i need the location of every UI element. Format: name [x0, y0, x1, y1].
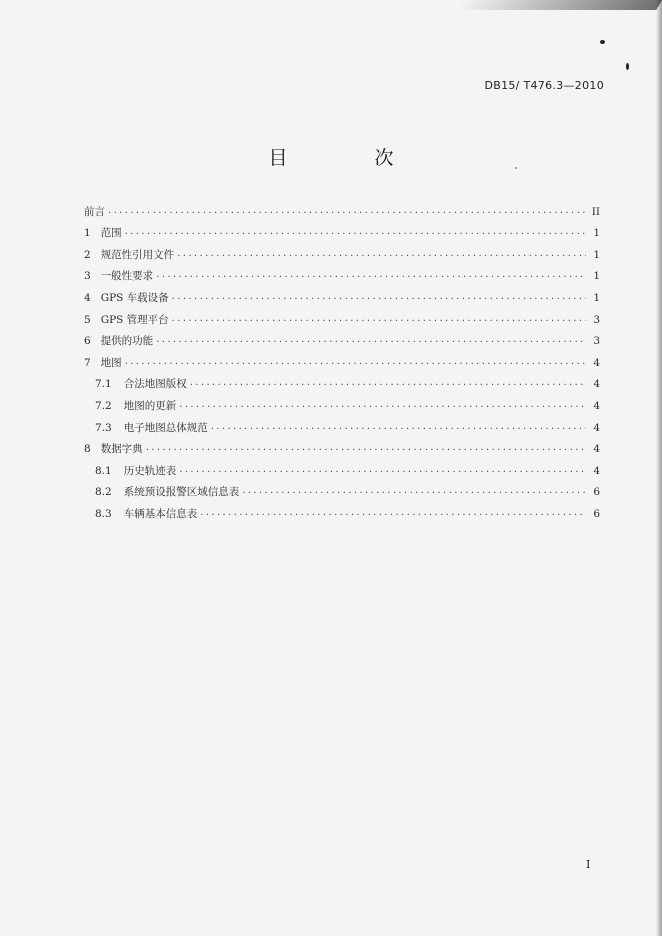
toc-entry[interactable] — [84, 283, 600, 305]
toc-entry[interactable] — [84, 370, 600, 392]
toc-entry-page: 1 — [593, 227, 600, 240]
toc-entry-number: 7.3 — [95, 421, 112, 434]
toc-entry-title — [95, 508, 197, 521]
toc-entry-label: GPS 管理平台 — [100, 313, 169, 326]
toc-entry-label: 地图的更新 — [123, 399, 177, 412]
scan-speck — [626, 63, 629, 70]
toc-entry-number: 7.2 — [95, 399, 112, 412]
toc-entry[interactable] — [84, 435, 600, 457]
toc-entry-number: 8 — [84, 443, 91, 456]
toc-entry[interactable] — [84, 240, 600, 262]
toc-entry-page: 6 — [593, 486, 600, 499]
dot-leader — [211, 420, 586, 433]
toc-entry-title — [95, 486, 239, 499]
toc-entry[interactable] — [84, 348, 600, 370]
toc-entry-number: 8.2 — [95, 486, 112, 499]
toc-entry-page: 3 — [593, 335, 600, 348]
toc-entry-page: 1 — [593, 248, 600, 261]
toc-entry-title — [84, 292, 169, 305]
dot-leader — [179, 463, 586, 476]
toc-entry-label: 电子地图总体规范 — [123, 421, 208, 434]
toc-entry-number: 7 — [84, 356, 91, 369]
toc-entry[interactable] — [84, 219, 600, 241]
toc-entry-page: 4 — [593, 356, 600, 369]
dot-leader — [172, 312, 586, 325]
dot-leader — [108, 204, 586, 217]
toc-entry[interactable] — [84, 327, 600, 349]
toc-entry-title — [84, 357, 122, 370]
toc-entry-title — [95, 422, 208, 435]
toc-entry-label: 车辆基本信息表 — [123, 507, 198, 520]
dot-leader — [190, 376, 586, 389]
toc-entry-page: 1 — [593, 291, 600, 304]
toc-entry-label: 合法地图版权 — [123, 378, 187, 391]
toc-entry-number: 8.1 — [95, 464, 112, 477]
toc-entry-title — [84, 335, 153, 348]
toc-entry-label: 规范性引用文件 — [100, 248, 175, 261]
dot-leader — [125, 225, 586, 238]
toc-entry-page: 6 — [593, 507, 600, 520]
dot-leader — [156, 268, 586, 281]
toc-entry-title — [84, 206, 105, 219]
toc-entry[interactable] — [84, 197, 600, 219]
scan-shadow-top — [456, 0, 662, 10]
toc-entry-number: 8.3 — [95, 507, 112, 520]
toc-entry-page: 4 — [593, 443, 600, 456]
toc-entry[interactable] — [84, 413, 600, 435]
toc-title: 目 次 — [268, 147, 428, 169]
toc-entry-number: 3 — [84, 270, 91, 283]
toc-entry[interactable] — [84, 262, 600, 284]
toc-entry-title — [95, 378, 187, 391]
toc-entry-title — [95, 400, 176, 413]
toc-entry-title — [84, 227, 122, 240]
toc-entry-label: 前言 — [84, 205, 105, 218]
toc-entry-number: 4 — [84, 291, 91, 304]
toc-entry[interactable] — [84, 305, 600, 327]
dot-leader — [177, 247, 586, 260]
toc-entry[interactable] — [84, 499, 600, 521]
toc-entry-number: 5 — [84, 313, 91, 326]
toc-entry-page: 4 — [593, 464, 600, 477]
toc-entry-page: 4 — [593, 421, 600, 434]
toc-entry[interactable] — [84, 391, 600, 413]
toc-entry-title — [84, 249, 174, 262]
toc-entry-page: 4 — [593, 378, 600, 391]
toc-entry-title — [84, 443, 143, 456]
toc-entry-page: 3 — [593, 313, 600, 326]
dot-leader — [146, 441, 586, 454]
toc-entry-number: 1 — [84, 227, 91, 240]
table-of-contents — [84, 197, 600, 521]
toc-entry-number: 7.1 — [95, 378, 112, 391]
toc-entry-label: GPS 车载设备 — [100, 291, 169, 304]
dot-leader — [200, 506, 586, 519]
toc-entry-page: 1 — [593, 270, 600, 283]
toc-entry-label: 提供的功能 — [100, 335, 154, 348]
toc-entry[interactable] — [84, 478, 600, 500]
toc-entry-label: 历史轨迹表 — [123, 464, 177, 477]
dot-leader — [179, 398, 586, 411]
toc-entry-number: 6 — [84, 335, 91, 348]
dot-leader — [156, 333, 586, 346]
toc-entry-number: 2 — [84, 248, 91, 261]
toc-entry-label: 范围 — [100, 227, 122, 240]
toc-entry-label: 系统预设报警区域信息表 — [123, 486, 240, 499]
toc-entry-label: 一般性要求 — [100, 270, 154, 283]
scan-shadow-right — [656, 0, 662, 936]
dot-leader — [172, 290, 586, 303]
scan-speck — [600, 40, 605, 44]
document-code: DB15/ T476.3—2010 — [484, 79, 604, 92]
toc-entry-label: 地图 — [100, 356, 122, 369]
toc-entry-label: 数据字典 — [100, 443, 143, 456]
toc-entry-title — [84, 314, 169, 327]
dot-leader — [125, 355, 586, 368]
toc-entry-page: 4 — [593, 399, 600, 412]
dot-leader — [242, 484, 586, 497]
page-number: I — [586, 858, 591, 871]
toc-entry-title — [95, 465, 176, 478]
toc-entry-page: II — [591, 205, 600, 218]
toc-entry-title — [84, 270, 153, 283]
toc-entry[interactable] — [84, 456, 600, 478]
